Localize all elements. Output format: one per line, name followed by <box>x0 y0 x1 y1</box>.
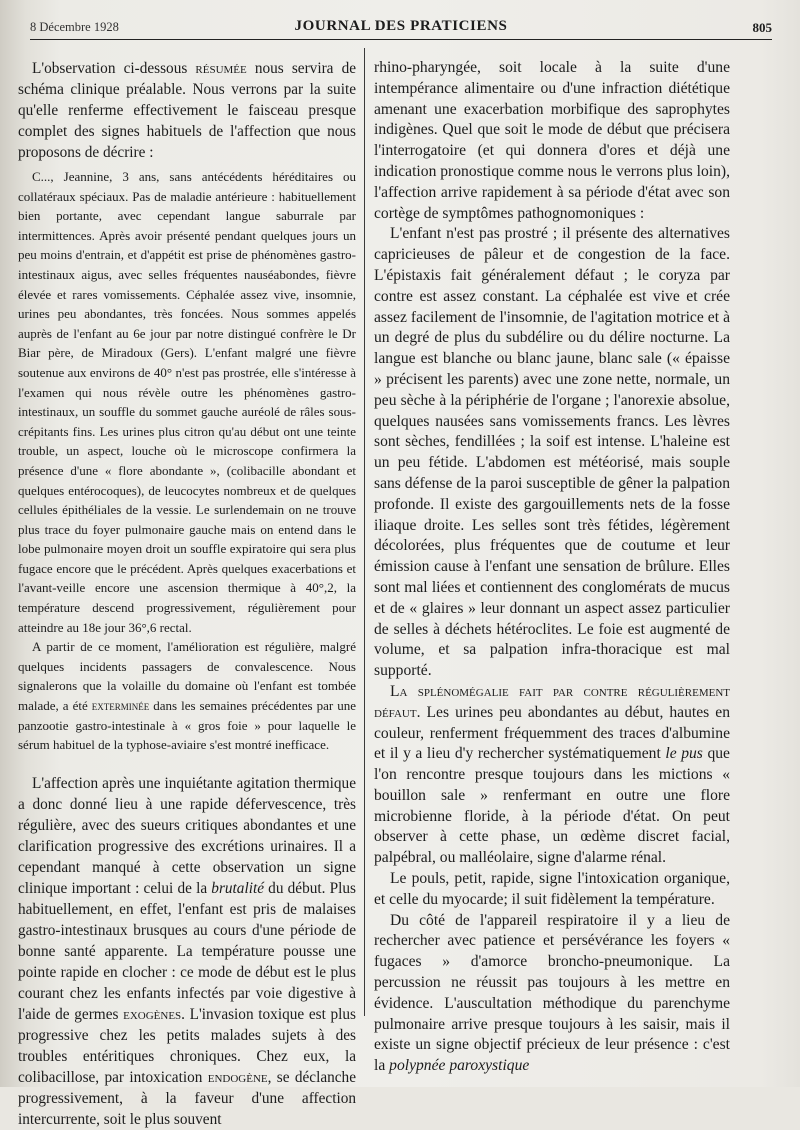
splenomegaly-paragraph: La splénomégalie fait par contre régulièrement défaut. Les urines peu abondantes au début, hautes en couleur, renferment fréquemment des traces d'albumine et il y a lieu d'y rechercher systématiquement le pus que l'on rencontre presque toujours dans les mictions « bouillon sale » renfermant en outre une flore microbienne floride, à la période d'état. On peut observer à cette phase, un œdème discret facial, palpébral, ou malléolaire, signe d'alarme rénal. <box>374 682 730 867</box>
issue-date: 8 Décembre 1928 <box>30 20 119 34</box>
left-column <box>18 58 356 1130</box>
affection-paragraph: L'affection après une inquiétante agitation thermique a donc donné lieu à une rapide défervescence, très régulière, avec des sueurs critiques abondantes et une clarification progressive des excrétions urinaires. Il a cependant manqué à cette observation un signe clinique important : celui de la brutalité du début. Plus habituellement, en effet, l'enfant est pris de malaises gastro-intestinaux brusques au cours d'une période de bonne santé apparente. La température pousse une pointe rapide en clocher : ce mode de début est le plus courant chez les enfants infectés par voie digestive à l'aide de germes exogènes. L'invasion toxique est plus progressive chez les petits malades sujets à des troubles entéritiques chroniques. Chez eux, la colibacillose, par intoxication endogène, se déclanche progressivement, à la faveur d'une affection intercurrente, soit le plus souvent <box>18 774 357 1128</box>
intro-paragraph: L'observation ci-dessous résumée nous servira de schéma clinique préalable. Nous verrons par la suite qu'elle renferme effectivement le faisceau presque complet des signes habituels de l'affection que nous proposons de décrire : <box>18 60 357 161</box>
page-number: 805 <box>752 20 772 35</box>
column-divider <box>364 48 365 1016</box>
continuation-paragraph: rhino-pharyngée, soit locale à la suite d'une intempérance alimentaire ou d'une infraction diététique amenant une exacerbation morbifique des saprophytes indigènes. Quel que soit le mode de début que précisera l'interrogatoire (et qui donnera d'ores et déjà une indication pronostique comme nous le verrons plus loin), l'affection arrive rapidement à sa période d'état avec son cortège de symptômes pathognomoniques : <box>374 59 730 222</box>
symptoms-paragraph: L'enfant n'est pas prostré ; il présente des alternatives capricieuses de pâleur et de congestion de la face. L'épistaxis fait généralement défaut ; le coryza par contre est assez constant. La céphalée est vive et crée assez facilement de l'insomnie, de l'agitation motrice et à un degré de plus du subdélire ou du délire nocturne. La langue est blanche ou blanc jaune, blanc sale (« épaisse » précisent les parents) avec une zone nette, normale, un peu sèche à la périphérie de l'organe ; l'anorexie absolue, quelques nausées sans vomissements francs. Les lèvres sont sèches, fendillées ; la soif est intense. L'haleine est un peu fétide. L'abdomen est météorisé, mais souple sans défense de la paroi susceptible de gêner la palpation profonde. Il existe des gargouillements nets de la fosse iliaque droite. Les selles sont très fétides, légèrement décolorées, plus fréquentes que de coutume et leur émission cause à l'enfant une sensation de brûlure. Elles sont mal liées et contiennent des conglomérats de mucus et de « glaires » leur donnant un aspect assez particulier de selles à déchets hétéroclites. Le foie est augmenté de volume, et sa palpation infra-thoracique est mal supporté. <box>374 225 730 680</box>
pulse-paragraph: Le pouls, petit, rapide, signe l'intoxication organique, et celle du myocarde; il suit fidèlement la température. <box>374 870 730 908</box>
case-followup-paragraph: A partir de ce moment, l'amélioration est régulière, malgré quelques incidents passagers de convalescence. Nous signalerons que la volaille du domaine où l'enfant est tombée malade, a été exterminée dans les semaines précédentes par une panzootie gastro-intestinale à « gros foie » pour laquelle le sérum habituel de la typhose-aviaire s'est montré inefficace. <box>18 639 356 753</box>
running-header <box>30 17 772 40</box>
case-report-paragraph: C..., Jeannine, 3 ans, sans antécédents héréditaires ou collatéraux spéciaux. Pas de maladie antérieure : habituellement bien portante, avec cependant langue saburrale par intermittences. Après avoir présenté pendant quelques jours un peu moins d'entrain, et d'appétit est prise de phénomènes gastro-intestinaux aigus, avec selles fréquentes nauséabondes, fièvre élevée et rares vomissements. Céphalée assez vive, insomnie, urines peu abondantes, très foncées. Nous sommes appelés auprès de l'enfant au 6e jour par notre distingué confrère le Dr Biar père, de Miradoux (Gers). L'enfant malgré une fièvre soutenue aux environs de 40° n'est pas prostrée, elle s'intéresse à l'examen qui nous révèle outre les phénomènes gastro-intestinaux, un souffle du sommet gauche auréolé de râles sous-crépitants fins. Les urines plus citron qu'au début ont une teinte trouble, un aspect, louche où le microscope confirmera la présence d'une « flore abondante », (colibacille abondant et quelques entérocoques), de leucocytes nombreux et de quelques cellules épithéliales de la vessie. Le surlendemain on ne trouve plus trace du foyer pulmonaire gauche mais on entend dans le lobe pulmonaire moyen droit un souffle expiratoire qui sera plus fugace encore que le précédent. Après quelques exacerbations et l'avant-veille encore une ascension thermique à 40°,2, la température descend progressivement, régulièrement pour atteindre au 18e jour 36°,6 rectal. <box>18 169 356 635</box>
respiratory-paragraph: Du côté de l'appareil respiratoire il y a lieu de rechercher avec patience et persévérance les foyers « fugaces » d'amorce broncho-pneumonique. La percussion ne réussit pas toujours à les mettre en évidence. L'auscultation méthodique du parenchyme pulmonaire arrive presque toujours à les saisir, mais il existe un signe objectif précieux de leur présence : c'est la polypnée paroxystique <box>374 911 730 1075</box>
right-column <box>374 58 730 1077</box>
journal-title: JOURNAL DES PRATICIENS <box>294 18 508 34</box>
